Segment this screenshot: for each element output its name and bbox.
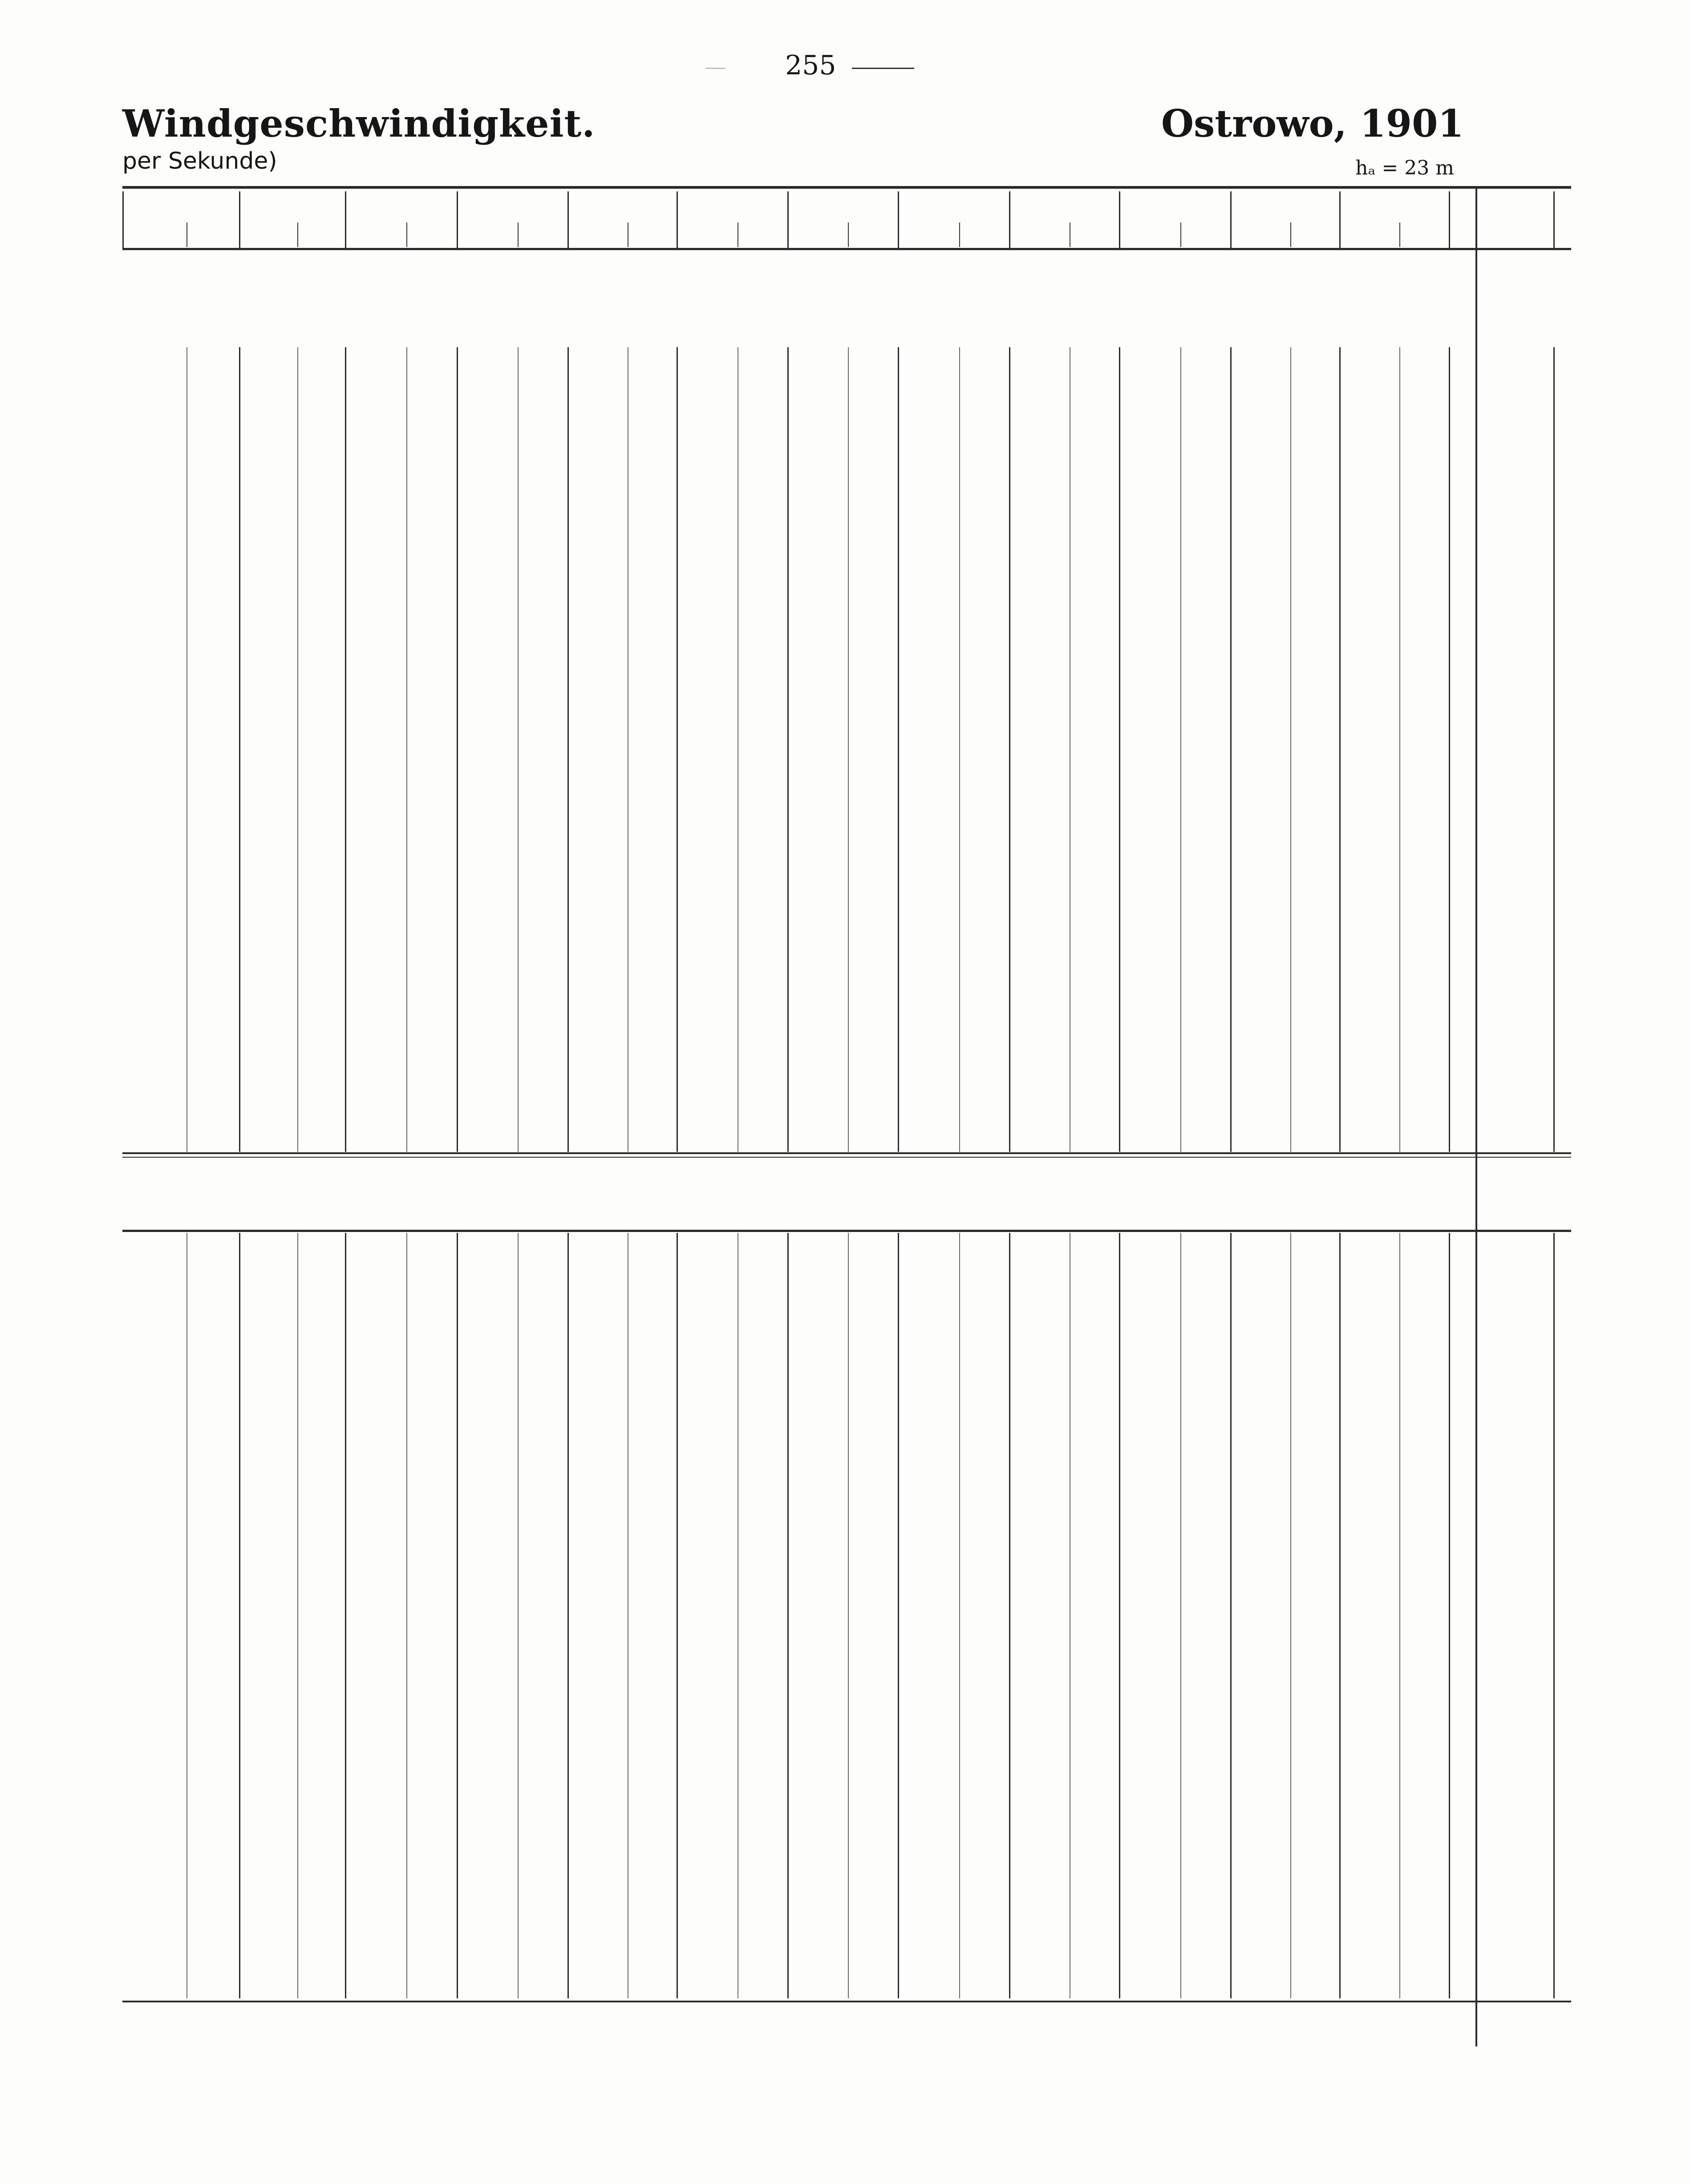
sub-column-rule [1290,223,1291,247]
column-rule [1553,191,1555,248]
sub-column-rule [1180,1233,1181,1998]
column-rule [1230,1233,1232,1998]
column-rule [1230,191,1232,248]
column-rule [239,347,240,1152]
column-rule [1009,347,1010,1152]
column-rule [567,347,569,1152]
sub-column-rule [518,1233,519,1998]
column-rule [898,347,899,1152]
sub-column-rule [406,223,407,247]
page-edge-rule [1475,186,1477,2046]
sub-column-rule [1290,1233,1291,1998]
sub-column-rule [1180,347,1181,1152]
column-rule [1553,347,1555,1152]
table-rule [122,248,1571,250]
column-rule [1009,191,1010,248]
column-rule [1119,191,1120,248]
sub-column-rule [406,347,407,1152]
column-rule [1339,191,1341,248]
page-number-dash-right [852,68,914,69]
column-rule [239,1233,240,1998]
column-rule [457,191,458,248]
sub-column-rule [186,347,187,1152]
sub-column-rule [186,1233,187,1998]
sub-column-rule [1180,223,1181,247]
column-rule [787,191,789,248]
column-rule [345,1233,346,1998]
column-rule [1119,347,1120,1152]
sub-column-rule [848,347,849,1152]
column-rule [677,1233,678,1998]
sub-column-rule [1399,347,1400,1152]
column-rule [898,1233,899,1998]
table-rule-thin [122,1157,1571,1158]
column-rule [345,347,346,1152]
page-title: Windgeschwindigkeit. [122,101,596,146]
column-rule [567,191,569,248]
page-number: 255 [785,50,836,81]
sub-column-rule [1399,223,1400,247]
station-year: Ostrowo, 1901 [1161,101,1464,146]
sub-column-rule [848,223,849,247]
column-rule [677,347,678,1152]
column-rule [567,1233,569,1998]
column-rule [1449,347,1450,1152]
sub-column-rule [518,347,519,1152]
table-rule [122,186,1571,189]
column-rule [1449,1233,1450,1998]
sub-column-rule [959,347,960,1152]
column-rule [457,347,458,1152]
page-number-dash-left [705,68,725,69]
column-rule [457,1233,458,1998]
sub-column-rule [848,1233,849,1998]
table-rule [122,2001,1571,2002]
sub-column-rule [406,1233,407,1998]
column-rule [1119,1233,1120,1998]
table-rule [122,1230,1571,1232]
sub-column-rule [959,223,960,247]
sub-column-rule [297,347,298,1152]
column-rule [787,347,789,1152]
column-rule [1009,1233,1010,1998]
column-rule [239,191,240,248]
column-rule [898,191,899,248]
station-altitude: hₐ = 23 m [1355,157,1454,179]
sub-column-rule [297,223,298,247]
sub-column-rule [1290,347,1291,1152]
sub-column-rule [959,1233,960,1998]
table-rule [122,1152,1571,1154]
sub-column-rule [297,1233,298,1998]
sub-column-rule [1399,1233,1400,1998]
column-rule [1553,1233,1555,1998]
column-rule [787,1233,789,1998]
column-rule [1339,1233,1341,1998]
sub-column-rule [518,223,519,247]
page-subtitle: per Sekunde) [122,148,277,174]
column-rule [345,191,346,248]
column-rule [1230,347,1232,1152]
column-rule [122,191,124,248]
column-rule [1449,191,1450,248]
column-rule [677,191,678,248]
column-rule [1339,347,1341,1152]
sub-column-rule [186,223,187,247]
